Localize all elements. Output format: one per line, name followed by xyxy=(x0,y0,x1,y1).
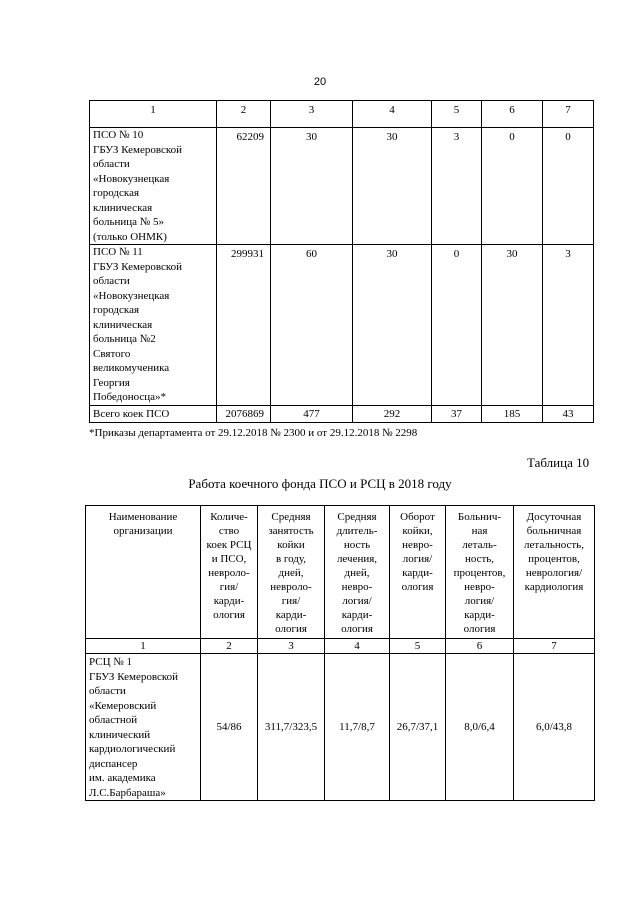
table-header-row xyxy=(90,101,594,128)
header-line: ство xyxy=(218,525,240,537)
header-line: логия/ xyxy=(342,595,372,607)
value-cell: 0 xyxy=(432,245,482,406)
header-line: дней, xyxy=(344,567,370,579)
header-line: летальность, xyxy=(524,539,584,551)
value-cell: 8,0/6,4 xyxy=(446,654,514,801)
org-name-line: области xyxy=(93,275,130,287)
header-line: дней, xyxy=(278,567,304,579)
table-title: Работа коечного фонда ПСО и РСЦ в 2018 году xyxy=(188,476,452,491)
header-line: леталь- xyxy=(462,539,497,551)
value-cell: 30 xyxy=(353,245,432,406)
header-cell: 1 xyxy=(90,101,217,128)
table-total-row xyxy=(90,405,594,422)
value-cell: 185 xyxy=(482,405,543,422)
header-line: процентов, xyxy=(453,567,506,579)
table-row xyxy=(90,128,594,245)
org-name-line: больница №2 xyxy=(93,333,156,345)
header-line: коек РСЦ xyxy=(206,539,252,551)
org-name-cell xyxy=(86,654,201,801)
header-line: лечения, xyxy=(336,553,378,565)
header-line: Средняя xyxy=(271,511,311,523)
column-number-cell: 2 xyxy=(201,639,258,654)
value-cell: 26,7/37,1 xyxy=(390,654,446,801)
header-line: ология xyxy=(401,581,434,593)
value-cell: 6,0/43,8 xyxy=(514,654,595,801)
value-cell: 299931 xyxy=(217,245,271,406)
column-number-cell: 4 xyxy=(325,639,390,654)
value-cell: 2076869 xyxy=(217,405,271,422)
org-name-line: «Новокузнецкая xyxy=(93,289,170,302)
header-line: невро- xyxy=(464,581,495,593)
header-line: Количе- xyxy=(210,511,248,523)
header-line: гия/ xyxy=(219,581,239,593)
org-name-line: РСЦ № 1 xyxy=(89,656,133,668)
value-cell: 292 xyxy=(353,405,432,422)
value-cell: 311,7/323,5 xyxy=(258,654,325,801)
org-name-line: Победоносца»* xyxy=(93,391,167,403)
header-line: карди- xyxy=(464,609,495,621)
value-cell: 477 xyxy=(271,405,353,422)
header-cell: 2 xyxy=(217,101,271,128)
org-name-cell xyxy=(90,245,217,406)
org-name-line: ПСО № 10 xyxy=(93,129,144,141)
org-name-line: Л.С.Барбараша» xyxy=(89,786,166,799)
value-cell: 3 xyxy=(543,245,594,406)
value-cell: 30 xyxy=(271,128,353,245)
value-cell: 62209 xyxy=(217,128,271,245)
header-cell-bed-count xyxy=(201,506,258,639)
column-number-cell: 3 xyxy=(258,639,325,654)
header-line: кардиология xyxy=(524,581,584,593)
table-row xyxy=(90,245,594,406)
org-name-line: ГБУЗ Кемеровской xyxy=(93,260,183,273)
header-cell-hospital-mortality xyxy=(446,506,514,639)
org-name-line: клиническая xyxy=(93,318,153,331)
header-line: карди- xyxy=(402,567,433,579)
value-cell: 0 xyxy=(482,128,543,245)
column-number-cell: 6 xyxy=(446,639,514,654)
header-cell: 5 xyxy=(432,101,482,128)
value-cell: 3 xyxy=(432,128,482,245)
header-line: койки xyxy=(277,539,305,551)
header-line: занятость xyxy=(268,525,314,537)
header-line: карди- xyxy=(341,609,373,621)
column-number-row xyxy=(86,639,595,654)
org-name-line: больница № 5» xyxy=(93,216,164,228)
header-line: карди- xyxy=(275,609,307,621)
header-cell: 3 xyxy=(271,101,353,128)
column-number-cell: 1 xyxy=(86,639,201,654)
header-line: карди- xyxy=(213,595,245,607)
header-cell-early-mortality xyxy=(514,506,595,639)
header-line: ность xyxy=(343,539,371,551)
org-name-line: областной xyxy=(89,714,138,726)
org-name-line: диспансер xyxy=(89,757,138,770)
header-line: логия/ xyxy=(464,595,495,607)
table-row xyxy=(86,654,595,801)
header-line: и ПСО, xyxy=(211,553,247,565)
header-line: ология xyxy=(341,623,373,635)
header-cell: 4 xyxy=(353,101,432,128)
header-line: ология xyxy=(213,609,245,621)
header-line: невроло- xyxy=(270,581,312,593)
page-number: 20 xyxy=(313,76,327,88)
column-number-cell: 7 xyxy=(514,639,595,654)
value-cell: 60 xyxy=(271,245,353,406)
footnote: *Приказы департамента от 29.12.2018 № 2300 и от 29.12.2018 № 2298 xyxy=(89,427,418,439)
value-cell: 30 xyxy=(353,128,432,245)
header-line: в году, xyxy=(275,553,307,565)
header-line: гия/ xyxy=(281,595,301,607)
table-header-row xyxy=(86,506,595,639)
org-name-line: «Новокузнецкая xyxy=(93,172,170,185)
header-line: неврология/ xyxy=(525,567,583,579)
header-cell-bed-turnover xyxy=(390,506,446,639)
value-cell: 0 xyxy=(543,128,594,245)
table-bed-fund-work xyxy=(85,505,595,801)
header-cell-treatment-length xyxy=(325,506,390,639)
org-name-line: городская xyxy=(93,304,140,316)
org-name-line: Георгия xyxy=(93,376,130,389)
header-line: койки, xyxy=(402,525,433,537)
org-name-line: ПСО № 11 xyxy=(93,246,143,258)
org-name-line: «Кемеровский xyxy=(89,699,157,712)
total-label-cell: Всего коек ПСО xyxy=(90,405,217,422)
column-number-cell: 5 xyxy=(390,639,446,654)
header-line: Больнич- xyxy=(457,511,502,523)
value-cell: 54/86 xyxy=(201,654,258,801)
header-line: невроло- xyxy=(208,567,250,579)
value-cell: 30 xyxy=(482,245,543,406)
value-cell: 37 xyxy=(432,405,482,422)
table-label: Таблица 10 xyxy=(527,455,590,470)
header-line: больничная xyxy=(526,525,582,537)
header-line: логия/ xyxy=(402,553,433,565)
org-name-line: (только ОНМК) xyxy=(93,230,167,243)
value-cell: 43 xyxy=(543,405,594,422)
org-name-line: ГБУЗ Кемеровской xyxy=(89,670,179,683)
header-line: невро- xyxy=(402,539,433,551)
header-cell-bed-occupancy xyxy=(258,506,325,639)
org-name-line: ГБУЗ Кемеровской xyxy=(93,143,183,156)
org-name-line: им. академика xyxy=(89,772,156,784)
header-line: процентов, xyxy=(528,553,580,565)
header-cell: 6 xyxy=(482,101,543,128)
org-name-line: кардиологический xyxy=(89,743,176,755)
header-line: Оборот xyxy=(400,511,435,523)
org-name-line: клиническая xyxy=(93,201,153,214)
header-line: Средняя xyxy=(337,511,377,523)
header-line: организации xyxy=(113,525,173,537)
value-cell: 11,7/8,7 xyxy=(325,654,390,801)
header-line: ология xyxy=(275,623,307,635)
org-name-line: великомученика xyxy=(93,362,170,374)
org-name-cell xyxy=(90,128,217,245)
header-line: Наименование xyxy=(108,511,178,523)
org-name-line: области xyxy=(89,685,126,697)
header-line: Досуточная xyxy=(526,511,582,523)
org-name-line: городская xyxy=(93,187,140,199)
header-line: длитель- xyxy=(336,525,378,537)
header-line: ность, xyxy=(464,553,495,565)
header-line: ология xyxy=(463,623,496,635)
header-cell-organization xyxy=(86,506,201,639)
header-line: ная xyxy=(471,525,488,537)
header-cell: 7 xyxy=(543,101,594,128)
header-line: невро- xyxy=(341,581,373,593)
table-beds-pso xyxy=(89,100,594,423)
org-name-line: Святого xyxy=(93,347,131,360)
org-name-line: клинический xyxy=(89,728,151,741)
org-name-line: области xyxy=(93,158,130,170)
